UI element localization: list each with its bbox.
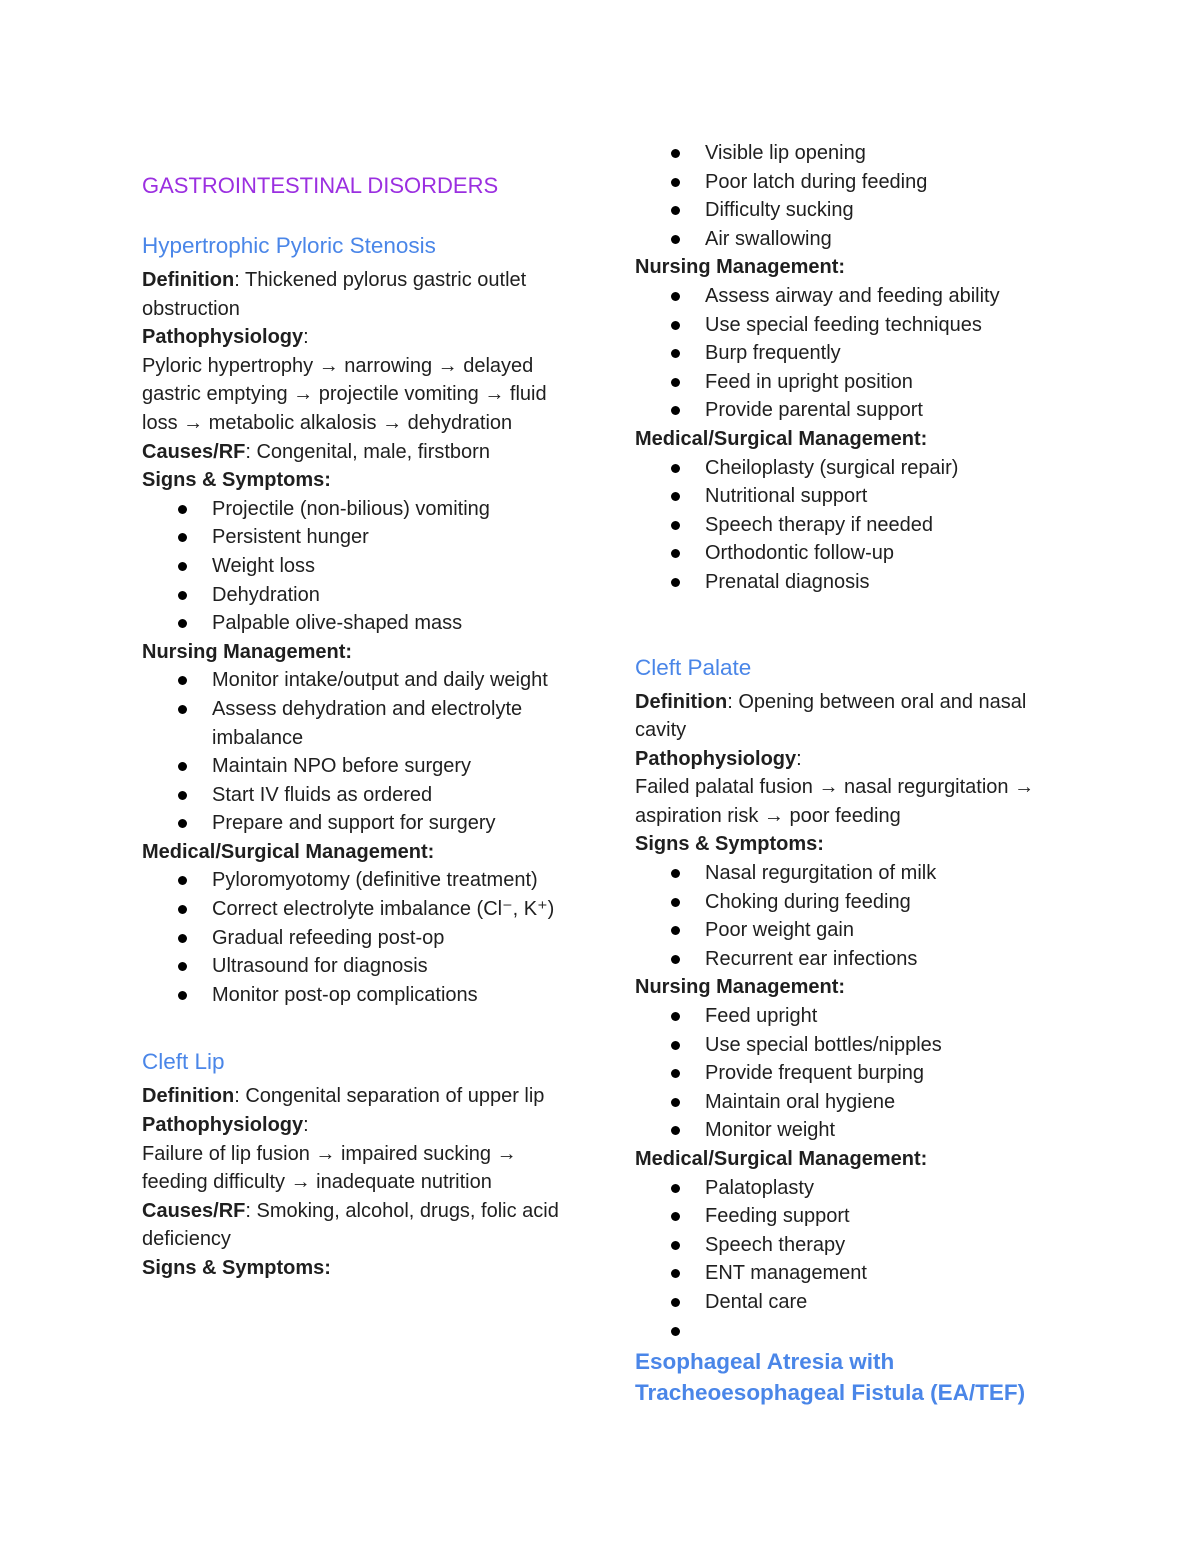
pathophysiology-label: Pathophysiology <box>635 747 797 770</box>
signs-list <box>142 495 582 638</box>
list-item: Choking during feeding <box>635 888 1075 917</box>
nursing-list <box>635 282 1075 425</box>
list-item: Assess airway and feeding ability <box>635 282 1075 311</box>
nursing-heading: Nursing Management: <box>635 976 846 999</box>
list-item: Dental care <box>635 1288 1075 1317</box>
list-item: Monitor weight <box>635 1116 1075 1145</box>
definition <box>142 1082 582 1111</box>
pathophysiology-text: Failure of lip fusion → impaired sucking → feeding difficulty → inadequate nutrition <box>142 1142 517 1194</box>
list-item: Visible lip opening <box>635 139 1075 168</box>
pathophysiology-label: Pathophysiology <box>142 1114 304 1137</box>
list-item: Use special feeding techniques <box>635 311 1075 340</box>
nursing-heading: Nursing Management: <box>635 256 846 279</box>
list-item: Maintain NPO before surgery <box>142 752 582 781</box>
signs-heading: Signs & Symptoms: <box>142 1257 331 1279</box>
list-item: Air swallowing <box>635 225 1075 254</box>
medical-heading: Medical/Surgical Management: <box>142 840 435 863</box>
list-item: Dehydration <box>142 581 582 610</box>
left-column <box>142 171 582 1283</box>
list-item: Maintain oral hygiene <box>635 1088 1075 1117</box>
causes-text: : Smoking, alcohol, drugs, folic acid deficiency <box>142 1199 559 1251</box>
list-item: Prepare and support for surgery <box>142 809 582 838</box>
list-item: Start IV fluids as ordered <box>142 781 582 810</box>
list-item: Palatoplasty <box>635 1174 1075 1203</box>
medical-heading: Medical/Surgical Management: <box>635 1148 928 1170</box>
list-item: Correct electrolyte imbalance (Cl⁻, K⁺) <box>142 895 582 924</box>
list-item: Projectile (non-bilious) vomiting <box>142 495 582 524</box>
list-item-empty <box>635 1317 1075 1346</box>
list-item: Prenatal diagnosis <box>635 568 1075 597</box>
section-cleft-lip <box>142 1046 582 1282</box>
list-item: Palpable olive-shaped mass <box>142 609 582 638</box>
definition-text: : Opening between oral and nasal cavity <box>635 690 1027 742</box>
pathophysiology-heading <box>142 323 582 352</box>
causes-text: : Congenital, male, firstborn <box>245 440 490 463</box>
medical-heading: Medical/Surgical Management: <box>635 427 928 450</box>
list-item: Feed upright <box>635 1002 1075 1031</box>
definition-text: : Congenital separation of upper lip <box>234 1085 545 1108</box>
list-item: Speech therapy if needed <box>635 511 1075 540</box>
definition <box>635 688 1075 745</box>
definition <box>142 266 582 323</box>
section-ea-tef <box>635 1346 1075 1408</box>
list-item: Speech therapy <box>635 1231 1075 1260</box>
definition-label: Definition <box>142 269 235 291</box>
pathophysiology-text: Pyloric hypertrophy → narrowing → delayed gastric emptying → projectile vomiting → fluid loss → metabolic alkalosis → dehydration <box>142 354 547 434</box>
pathophysiology-colon: : <box>303 326 309 349</box>
list-item: Feed in upright position <box>635 368 1075 397</box>
signs-list <box>635 859 1075 973</box>
cleft-lip-signs-list <box>635 139 1075 253</box>
list-item: Cheiloplasty (surgical repair) <box>635 454 1075 483</box>
list-item: Nasal regurgitation of milk <box>635 859 1075 888</box>
list-item: ENT management <box>635 1259 1075 1288</box>
list-item: Pyloromyotomy (definitive treatment) <box>142 866 582 895</box>
right-column <box>635 139 1075 1408</box>
list-item: Recurrent ear infections <box>635 945 1075 974</box>
definition-label: Definition <box>635 690 728 713</box>
medical-list <box>635 454 1075 597</box>
list-item: Feeding support <box>635 1202 1075 1231</box>
section-title: Cleft Lip <box>142 1049 225 1075</box>
signs-heading: Signs & Symptoms: <box>142 469 331 492</box>
causes-label: Causes/RF <box>142 440 246 463</box>
pathophysiology-colon: : <box>796 747 802 770</box>
list-item: Use special bottles/nipples <box>635 1031 1075 1060</box>
list-item: Provide frequent burping <box>635 1059 1075 1088</box>
causes <box>142 1197 582 1254</box>
section-title: Esophageal Atresia with Tracheoesophageal Fistula (EA/TEF) <box>635 1349 1026 1406</box>
definition-text: : Thickened pylorus gastric outlet obstruction <box>142 269 527 320</box>
pathophysiology-label: Pathophysiology <box>142 326 304 349</box>
list-item: Orthodontic follow-up <box>635 539 1075 568</box>
pathophysiology-text: Failed palatal fusion → nasal regurgitation → aspiration risk → poor feeding <box>635 776 1035 827</box>
list-item: Gradual refeeding post-op <box>142 924 582 953</box>
medical-list <box>142 866 582 1009</box>
definition-label: Definition <box>142 1085 235 1108</box>
list-item: Burp frequently <box>635 339 1075 368</box>
list-item: Monitor post-op complications <box>142 981 582 1010</box>
nursing-list <box>635 1002 1075 1145</box>
list-item: Difficulty sucking <box>635 196 1075 225</box>
section-pyloric-stenosis <box>142 230 582 1009</box>
pathophysiology-colon: : <box>303 1114 309 1137</box>
list-item: Weight loss <box>142 552 582 581</box>
document-title: GASTROINTESTINAL DISORDERS <box>142 173 499 198</box>
pathophysiology-heading <box>635 745 1075 774</box>
causes <box>142 438 582 467</box>
list-item: Persistent hunger <box>142 523 582 552</box>
list-item: Provide parental support <box>635 396 1075 425</box>
list-item: Ultrasound for diagnosis <box>142 952 582 981</box>
nursing-list <box>142 666 582 838</box>
medical-list <box>635 1174 1075 1346</box>
section-title: Cleft Palate <box>635 654 752 680</box>
section-cleft-palate <box>635 652 1075 1346</box>
nursing-heading: Nursing Management: <box>142 640 353 663</box>
list-item: Poor weight gain <box>635 916 1075 945</box>
list-item: Poor latch during feeding <box>635 168 1075 197</box>
causes-label: Causes/RF <box>142 1199 246 1222</box>
signs-heading: Signs & Symptoms: <box>635 833 824 856</box>
section-title: Hypertrophic Pyloric Stenosis <box>142 233 436 258</box>
list-item: Assess dehydration and electrolyte imbalance <box>142 695 582 752</box>
list-item: Monitor intake/output and daily weight <box>142 666 582 695</box>
pathophysiology-heading <box>142 1111 582 1140</box>
list-item: Nutritional support <box>635 482 1075 511</box>
